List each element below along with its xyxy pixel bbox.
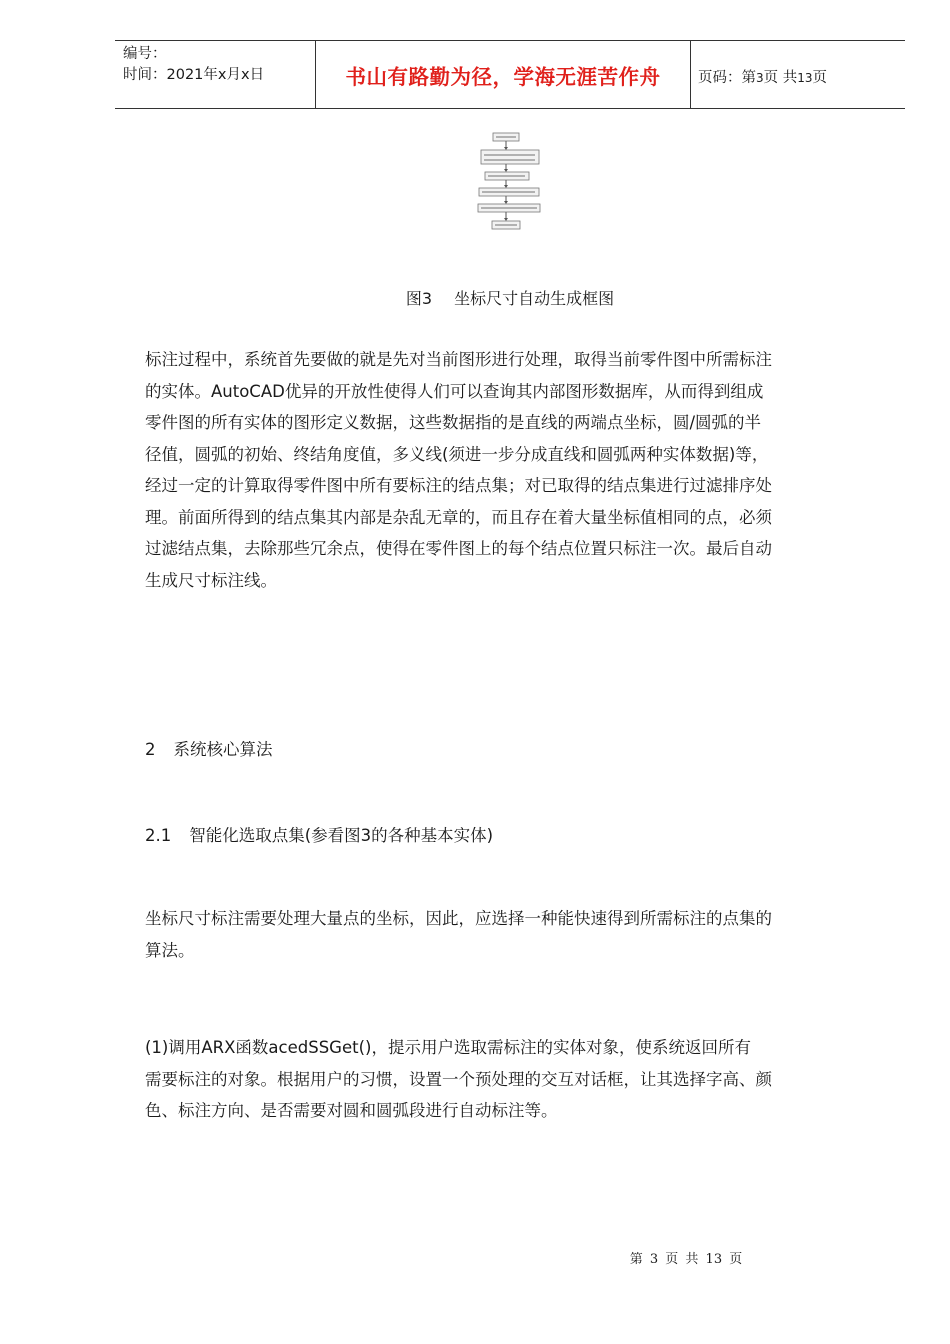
page-footer: 第 3 页 共 13 页: [629, 1252, 743, 1267]
page-header: [115, 40, 905, 109]
caption-text: 坐标尺寸自动生成框图: [454, 289, 615, 308]
flow-step: [481, 150, 539, 164]
text-line: 零件图的所有实体的图形定义数据，这些数据指的是直线的两端点坐标，圆/圆弧的半: [145, 413, 762, 432]
caption-number: 图3: [405, 289, 433, 308]
text-line: 色、标注方向、是否需要对圆和圆弧段进行自动标注等。: [145, 1101, 558, 1120]
flowchart-diagram: [475, 128, 547, 238]
page-current: 3: [756, 71, 764, 85]
text-line: 经过一定的计算取得零件图中所有要标注的结点集；对已取得的结点集进行过滤排序处: [145, 476, 772, 495]
page-total: 13: [797, 71, 813, 85]
paragraph-2: [145, 903, 875, 966]
header-meta: [123, 44, 315, 86]
page-indicator: 页码：第3页 共13页: [698, 70, 828, 86]
text-line: 生成尺寸标注线。: [145, 570, 277, 590]
text-line: 坐标尺寸标注需要处理大量点的坐标，因此，应选择一种能快速得到所需标注的点集的: [145, 909, 772, 928]
text-line: 过滤结点集，去除那些冗余点，使得在零件图上的每个结点位置只标注一次。最后自动: [145, 539, 772, 558]
text-line: 标注过程中，系统首先要做的就是先对当前图形进行处理，取得当前零件图中所需标注: [145, 350, 772, 369]
paragraph-3: [145, 1032, 875, 1127]
number-label: 编号：: [123, 46, 167, 62]
paragraph-1: [145, 344, 875, 596]
time-label: 时间：2021年x月x日: [123, 67, 265, 83]
section-heading-2-1: 2.1 智能化选取点集(参看图3的各种基本实体): [145, 826, 494, 845]
text-line: 径值，圆弧的初始、终结角度值，多义线(须进一步分成直线和圆弧两种实体数据)等，: [145, 444, 769, 464]
section-heading-2: 2 系统核心算法: [145, 740, 273, 759]
text-line: 算法。: [145, 940, 195, 960]
text-line: (1)调用ARX函数acedSSGet()，提示用户选取需标注的实体对象，使系统返回所有: [145, 1038, 751, 1057]
flowchart-figure: [475, 128, 547, 238]
motto: 书山有路勤为径，学海无涯苦作舟: [315, 41, 691, 108]
figure-caption: [0, 286, 950, 309]
text-line: 理。前面所得到的结点集其内部是杂乱无章的，而且存在着大量坐标值相同的点，必须: [145, 507, 772, 527]
text-line: 的实体。AutoCAD优异的开放性使得人们可以查询其内部图形数据库，从而得到组成: [145, 381, 764, 401]
text-line: 需要标注的对象。根据用户的习惯，设置一个预处理的交互对话框，让其选择字高、颜: [145, 1069, 772, 1089]
